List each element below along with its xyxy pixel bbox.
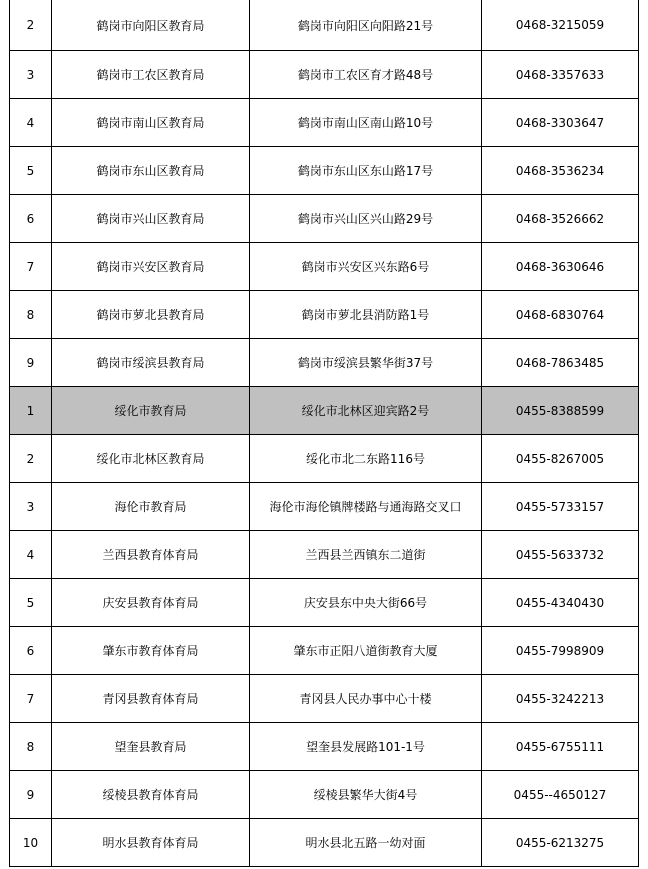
address-cell: 望奎县发展路101-1号 [250, 723, 482, 771]
phone-cell: 0455-8388599 [482, 387, 639, 435]
bureau-name-cell: 兰西县教育体育局 [52, 531, 250, 579]
row-number-cell: 2 [10, 0, 52, 51]
phone-cell: 0455-8267005 [482, 435, 639, 483]
row-number-cell: 3 [10, 483, 52, 531]
address-cell: 绥化市北林区迎宾路2号 [250, 387, 482, 435]
bureau-name-cell: 鹤岗市萝北县教育局 [52, 291, 250, 339]
row-number-cell: 9 [10, 339, 52, 387]
phone-cell: 0455--4650127 [482, 771, 639, 819]
table-row [10, 819, 639, 867]
row-number-cell: 2 [10, 435, 52, 483]
table-row [10, 147, 639, 195]
row-number-cell: 6 [10, 195, 52, 243]
phone-cell: 0468-3526662 [482, 195, 639, 243]
address-cell: 鹤岗市萝北县消防路1号 [250, 291, 482, 339]
row-number-cell: 9 [10, 771, 52, 819]
row-number-cell: 1 [10, 387, 52, 435]
row-number-cell: 10 [10, 819, 52, 867]
table-row [10, 771, 639, 819]
phone-cell: 0455-4340430 [482, 579, 639, 627]
bureau-name-cell: 庆安县教育体育局 [52, 579, 250, 627]
phone-cell: 0455-6755111 [482, 723, 639, 771]
bureau-name-cell: 鹤岗市东山区教育局 [52, 147, 250, 195]
education-bureau-contact-table [9, 0, 639, 867]
address-cell: 肇东市正阳八道街教育大厦 [250, 627, 482, 675]
table-row [10, 531, 639, 579]
bureau-name-cell: 鹤岗市兴安区教育局 [52, 243, 250, 291]
table-row [10, 435, 639, 483]
phone-cell: 0468-3215059 [482, 0, 639, 51]
table-row [10, 99, 639, 147]
address-cell: 青冈县人民办事中心十楼 [250, 675, 482, 723]
row-number-cell: 8 [10, 723, 52, 771]
phone-cell: 0468-6830764 [482, 291, 639, 339]
address-cell: 兰西县兰西镇东二道街 [250, 531, 482, 579]
table-row [10, 483, 639, 531]
phone-cell: 0468-3630646 [482, 243, 639, 291]
row-number-cell: 7 [10, 243, 52, 291]
address-cell: 海伦市海伦镇牌楼路与通海路交叉口 [250, 483, 482, 531]
table-row [10, 723, 639, 771]
table-row [10, 243, 639, 291]
phone-cell: 0468-3357633 [482, 51, 639, 99]
table-body [10, 0, 639, 867]
bureau-name-cell: 绥化市北林区教育局 [52, 435, 250, 483]
address-cell: 鹤岗市东山区东山路17号 [250, 147, 482, 195]
address-cell: 鹤岗市兴山区兴山路29号 [250, 195, 482, 243]
bureau-name-cell: 鹤岗市向阳区教育局 [52, 0, 250, 51]
bureau-name-cell: 望奎县教育局 [52, 723, 250, 771]
table-row [10, 195, 639, 243]
table-row-highlighted [10, 387, 639, 435]
table-row [10, 0, 639, 51]
address-cell: 明水县北五路一幼对面 [250, 819, 482, 867]
bureau-name-cell: 肇东市教育体育局 [52, 627, 250, 675]
bureau-name-cell: 鹤岗市绥滨县教育局 [52, 339, 250, 387]
bureau-name-cell: 鹤岗市工农区教育局 [52, 51, 250, 99]
table-row [10, 579, 639, 627]
address-cell: 鹤岗市兴安区兴东路6号 [250, 243, 482, 291]
address-cell: 鹤岗市绥滨县繁华街37号 [250, 339, 482, 387]
address-cell: 鹤岗市向阳区向阳路21号 [250, 0, 482, 51]
bureau-name-cell: 鹤岗市南山区教育局 [52, 99, 250, 147]
bureau-name-cell: 青冈县教育体育局 [52, 675, 250, 723]
table-row [10, 339, 639, 387]
row-number-cell: 5 [10, 579, 52, 627]
phone-cell: 0455-3242213 [482, 675, 639, 723]
phone-cell: 0468-7863485 [482, 339, 639, 387]
row-number-cell: 7 [10, 675, 52, 723]
bureau-name-cell: 绥化市教育局 [52, 387, 250, 435]
phone-cell: 0455-5733157 [482, 483, 639, 531]
address-cell: 鹤岗市工农区育才路48号 [250, 51, 482, 99]
row-number-cell: 3 [10, 51, 52, 99]
address-cell: 绥化市北二东路116号 [250, 435, 482, 483]
bureau-name-cell: 明水县教育体育局 [52, 819, 250, 867]
phone-cell: 0468-3536234 [482, 147, 639, 195]
bureau-name-cell: 鹤岗市兴山区教育局 [52, 195, 250, 243]
table-row [10, 627, 639, 675]
phone-cell: 0455-6213275 [482, 819, 639, 867]
phone-cell: 0455-7998909 [482, 627, 639, 675]
address-cell: 庆安县东中央大街66号 [250, 579, 482, 627]
table-row [10, 51, 639, 99]
row-number-cell: 6 [10, 627, 52, 675]
row-number-cell: 4 [10, 531, 52, 579]
row-number-cell: 8 [10, 291, 52, 339]
bureau-name-cell: 绥棱县教育体育局 [52, 771, 250, 819]
table-row [10, 675, 639, 723]
address-cell: 绥棱县繁华大街4号 [250, 771, 482, 819]
phone-cell: 0468-3303647 [482, 99, 639, 147]
table-row [10, 291, 639, 339]
row-number-cell: 5 [10, 147, 52, 195]
address-cell: 鹤岗市南山区南山路10号 [250, 99, 482, 147]
phone-cell: 0455-5633732 [482, 531, 639, 579]
row-number-cell: 4 [10, 99, 52, 147]
bureau-name-cell: 海伦市教育局 [52, 483, 250, 531]
